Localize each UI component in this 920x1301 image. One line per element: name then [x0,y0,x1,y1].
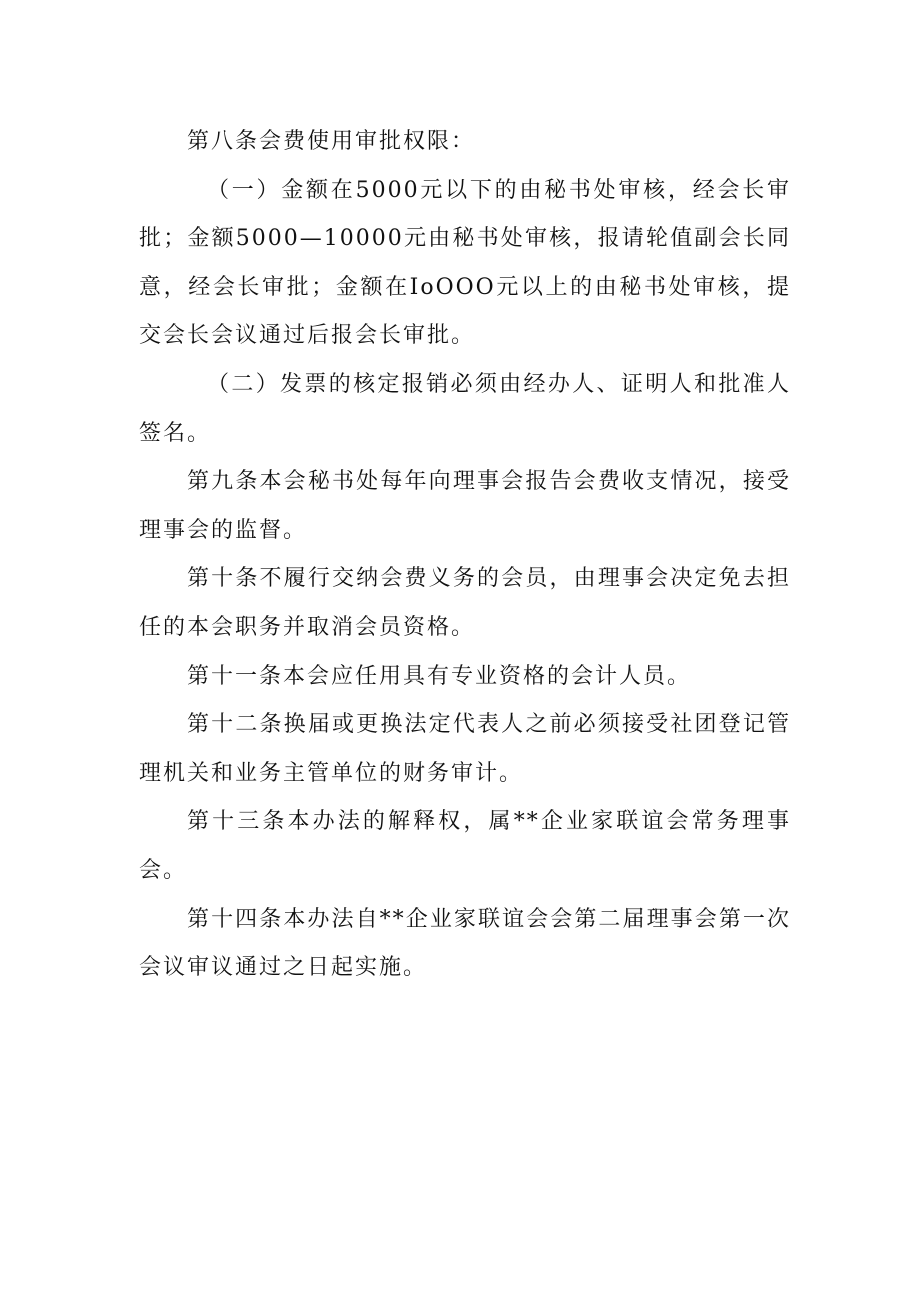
article-11: 第十一条本会应任用具有专业资格的会计人员。 [187,663,692,689]
document-body [139,118,791,993]
article-10: 第十条不履行交纳会费义务的会员，由理事会决定免去担任的本会职务并取消会员资格。 [139,566,791,640]
article-13: 第十三条本办法的解释权，属**企业家联谊会常务理事会。 [139,809,791,883]
article-9: 第九条本会秘书处每年向理事会报告会费收支情况，接受理事会的监督。 [139,469,791,543]
article-8-heading: 第八条会费使用审批权限： [187,129,476,154]
article-12: 第十二条换届或更换法定代表人之前必须接受社团登记管理机关和业务主管单位的财务审计。 [139,712,791,786]
article-8-clause-2: （二）发票的核定报销必须由经办人、证明人和批准人签名。 [139,371,791,446]
article-8-clause-1: （一）金额在5000元以下的由秘书处审核，经会长审批；金额5000—10000元由秘书处审核，报请轮值副会长同意，经会长审批；金额在IoOOO元以上的由秘书处审核，提交会长会议通过后报会长审批。 [139,177,791,349]
article-14: 第十四条本办法自**企业家联谊会会第二届理事会第一次会议审议通过之日起实施。 [139,906,791,981]
